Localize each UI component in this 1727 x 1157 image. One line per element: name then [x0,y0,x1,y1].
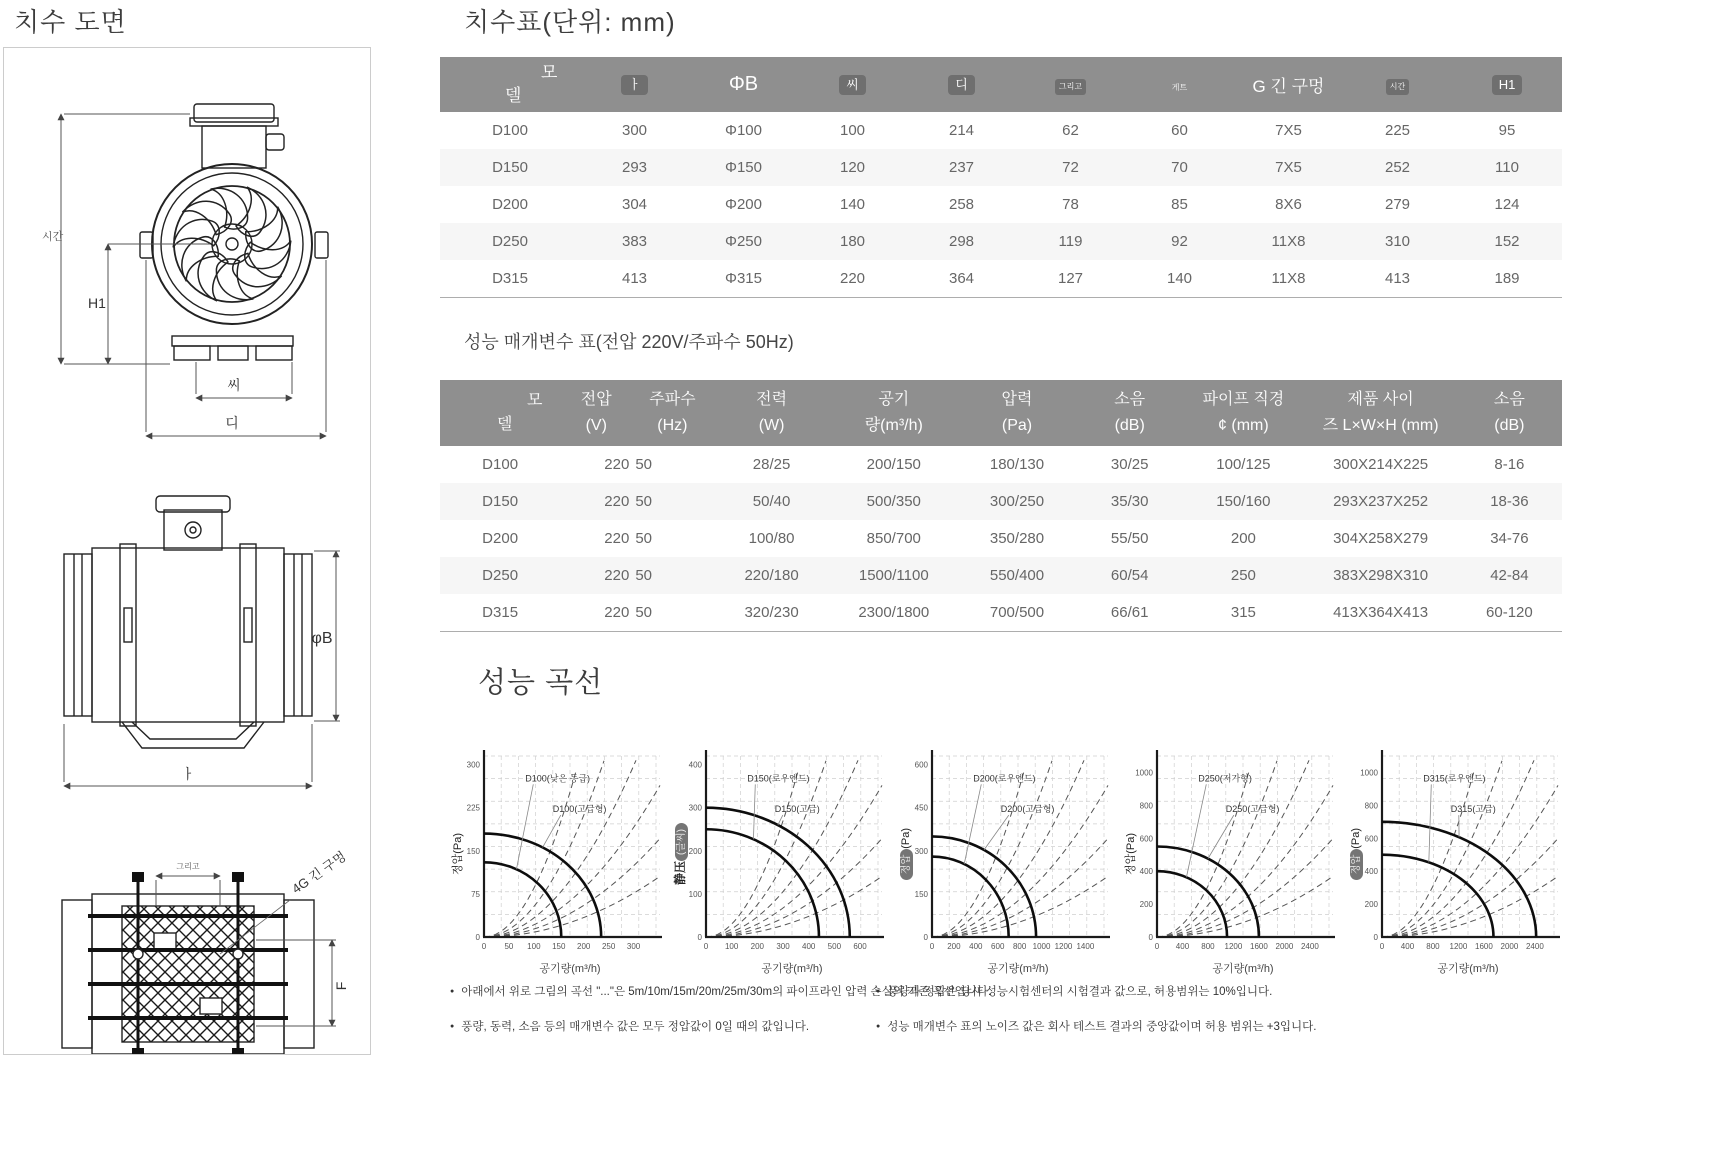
front-dim-h1-label: H1 [88,295,106,311]
dim-table-cell: 279 [1343,186,1452,223]
svg-text:150: 150 [914,889,928,899]
dim-table-cell: 72 [1016,149,1125,186]
perf-table-cell: 300X214X225 [1304,446,1456,483]
perf-table-cell: 35/30 [1077,483,1182,520]
svg-text:0: 0 [703,942,709,951]
svg-text:1600: 1600 [1475,942,1493,951]
svg-text:300: 300 [914,846,928,856]
chart-x-axis-label: 공기량(m³/h) [987,963,1049,975]
dim-table-cell: 100 [798,112,907,149]
dim-table-cell: 85 [1125,186,1234,223]
svg-text:0: 0 [923,933,928,942]
perf-table-row [440,594,1562,632]
dim-table-col-3 [798,57,907,112]
front-dim-height-label: 시간 [42,231,64,243]
perf-table-cell: 1500/1100 [831,557,957,594]
perf-table-cell: 180/130 [957,446,1077,483]
dim-table-cell: D250 [440,223,580,260]
svg-text:200: 200 [1364,900,1378,910]
dim-table-col-badge: ㅏ [621,75,648,95]
perf-table-col-7: 파이프 직경 ¢ (mm) [1182,380,1304,446]
chart-x-axis-label: 공기량(m³/h) [1437,963,1499,975]
svg-text:250: 250 [601,942,616,951]
perf-table-cell: 413X364X413 [1304,594,1456,632]
perf-table-cell: 50 [632,594,712,632]
curve-label: D315(로우엔드) [1423,773,1486,784]
dim-table-row [440,223,1562,260]
perf-table-cell: 200 [1182,520,1304,557]
performance-chart-d250 [1117,742,1337,987]
svg-text:1400: 1400 [1076,942,1095,951]
perf-table-cell: D315 [440,594,560,632]
perf-table-cell: 850/700 [831,520,957,557]
svg-text:0: 0 [1148,933,1153,942]
perf-table-cell: 150/160 [1182,483,1304,520]
svg-text:300: 300 [776,942,790,951]
svg-text:0: 0 [697,933,702,942]
footnote: ● 성능 매개변수 표의 노이즈 값은 회사 테스트 결과의 중앙값이며 허용 범위는 +3입니다. [876,1018,1316,1034]
dim-table-cell: Φ250 [689,223,798,260]
performance-chart-d150 [666,742,886,987]
dim-table-cell: 62 [1016,112,1125,149]
curve-label: D100(고급형) [552,804,607,815]
perf-table-cell: 700/500 [957,594,1077,632]
svg-text:200: 200 [1139,900,1153,910]
dim-table-cell: 120 [798,149,907,186]
perf-table-col-9: 소음 (dB) [1457,380,1562,446]
perf-table-cell: 100/80 [712,520,830,557]
svg-text:200: 200 [688,846,702,856]
dim-table-cell: 8X6 [1234,186,1343,223]
dim-table-cell: 70 [1125,149,1234,186]
curve-label: D200(고급형) [1000,804,1055,815]
dim-table-cell: 298 [907,223,1016,260]
dim-table-row [440,260,1562,298]
svg-text:2000: 2000 [1500,942,1519,951]
perf-table-row [440,520,1562,557]
svg-text:1200: 1200 [1224,942,1243,951]
perf-table-cell: 350/280 [957,520,1077,557]
svg-text:800: 800 [1012,942,1027,951]
perf-table-cell: 50 [632,483,712,520]
svg-text:0: 0 [475,933,480,942]
perf-table-cell: 50/40 [712,483,830,520]
perf-table-cell: D100 [440,446,560,483]
perf-table-cell: 220 [560,594,632,632]
svg-text:600: 600 [1364,834,1378,844]
perf-table-row [440,557,1562,594]
dimension-drawing-title: 치수 도면 [14,7,127,37]
dim-table-cell: 152 [1452,223,1562,260]
performance-chart-d315 [1342,742,1562,987]
svg-text:800: 800 [1364,801,1378,811]
dim-table-cell: 413 [580,260,689,298]
svg-text:1000: 1000 [1032,942,1051,951]
perf-table-cell: 200/150 [831,446,957,483]
side-dim-length-label: ㅏ [181,766,195,782]
dim-table-col-badge: 시간 [1386,79,1409,94]
perf-table-cell: 42-84 [1457,557,1562,594]
dim-table-cell: 140 [1125,260,1234,298]
perf-table-cell: 250 [1182,557,1304,594]
perf-table-cell: 66/61 [1077,594,1182,632]
svg-text:800: 800 [1139,801,1153,811]
dim-table-row [440,149,1562,186]
perf-table-cell: 55/50 [1077,520,1182,557]
svg-text:2400: 2400 [1300,942,1319,951]
perf-table-cell: 315 [1182,594,1304,632]
dim-table-cell: 258 [907,186,1016,223]
dim-table-cell: D150 [440,149,580,186]
dim-table-cell: 127 [1016,260,1125,298]
dim-table-cell: 78 [1016,186,1125,223]
dim-table-cell: 110 [1452,149,1562,186]
performance-chart-d200 [892,742,1112,987]
performance-chart-d100 [444,742,664,987]
svg-text:450: 450 [914,803,928,813]
perf-table-cell: 50 [632,520,712,557]
perf-table-col-4: 공기 량(m³/h) [831,380,957,446]
dim-table-col-4 [907,57,1016,112]
svg-text:225: 225 [466,803,480,813]
perf-table-col-2: 주파수 (Hz) [632,380,712,446]
dim-table-cell: 119 [1016,223,1125,260]
perf-table-col-1: 전압 (V) [560,380,632,446]
svg-text:400: 400 [1175,942,1190,951]
perf-table-cell: 220 [560,557,632,594]
front-view-drawing [140,104,328,360]
perf-table-row [440,483,1562,520]
dim-table-col-badge: H1 [1492,75,1523,95]
dim-table-cell: 252 [1343,149,1452,186]
dim-table-cell: 7X5 [1234,149,1343,186]
dim-table-cell: 225 [1343,112,1452,149]
dim-table-cell: 364 [907,260,1016,298]
perf-table-cell: 34-76 [1457,520,1562,557]
chart-x-axis-label: 공기량(m³/h) [761,963,823,975]
svg-text:300: 300 [626,942,641,951]
svg-text:0: 0 [1373,933,1378,942]
dim-table-cell: 60 [1125,112,1234,149]
perf-table-cell: 2300/1800 [831,594,957,632]
svg-text:75: 75 [471,889,480,899]
top-dim-f-label: F [333,981,349,991]
dim-table-cell: 300 [580,112,689,149]
side-view-drawing [64,496,312,748]
top-dim-slot-label: 4G 긴 구멍 [289,848,349,897]
perf-table-cell: 220 [560,483,632,520]
perf-table-cell: 220 [560,520,632,557]
svg-text:0: 0 [1379,942,1385,951]
dim-table-cell: 124 [1452,186,1562,223]
perf-table-cell: 220/180 [712,557,830,594]
svg-text:200: 200 [750,942,765,951]
dim-table-col-badge: 그리고 [1055,79,1086,94]
dim-table-cell: 140 [798,186,907,223]
dim-table-cell: 11X8 [1234,223,1343,260]
dim-table-cell: 214 [907,112,1016,149]
perf-table-cell: 320/230 [712,594,830,632]
curve-label: D200(로우엔드) [973,773,1036,784]
svg-text:1600: 1600 [1250,942,1268,951]
svg-text:400: 400 [802,942,816,951]
svg-text:200: 200 [577,942,591,951]
perf-table-cell: 300/250 [957,483,1077,520]
front-view-dimensions [61,114,326,436]
dim-table-cell: 413 [1343,260,1452,298]
perf-table-cell: 293X237X252 [1304,483,1456,520]
side-view-dimensions [64,551,340,786]
perf-table-col-0: 모 델 [440,380,560,446]
svg-text:2400: 2400 [1525,942,1544,951]
front-dim-d-label: 디 [225,415,239,431]
svg-text:0: 0 [481,942,487,951]
dim-table-cell: D100 [440,112,580,149]
svg-text:100: 100 [527,942,541,951]
perf-table-cell: 18-36 [1457,483,1562,520]
svg-text:600: 600 [853,942,867,951]
perf-table-cell: 30/25 [1077,446,1182,483]
dim-table-cell: 7X5 [1234,112,1343,149]
perf-table-cell: 304X258X279 [1304,520,1456,557]
dimension-table [440,57,1562,298]
svg-text:200: 200 [947,942,961,951]
dim-table-cell: 220 [798,260,907,298]
svg-text:800: 800 [1426,942,1440,951]
perf-table-col-3: 전력 (W) [712,380,830,446]
technical-drawing [4,48,370,1054]
svg-text:400: 400 [1400,942,1415,951]
dim-table-col-badge: 씨 [839,75,866,95]
dim-table-col-2: ΦB [689,57,798,112]
perf-table-cell: 60/54 [1077,557,1182,594]
top-dim-pitch-label: 그리고 [176,862,200,871]
perf-table-cell: 50 [632,557,712,594]
perf-table-cell: 383X298X310 [1304,557,1456,594]
dim-table-cell: Φ150 [689,149,798,186]
dim-table-cell: Φ200 [689,186,798,223]
dim-table-cell: 180 [798,223,907,260]
dim-table-cell: Φ315 [689,260,798,298]
perf-table-cell: 220 [560,446,632,483]
curve-label: D150(로우엔드) [747,773,810,784]
chart-x-axis-label: 공기량(m³/h) [539,963,601,975]
perf-table-cell: D250 [440,557,560,594]
perf-table-cell: 500/350 [831,483,957,520]
perf-table-cell: D200 [440,520,560,557]
svg-text:400: 400 [688,760,702,770]
perf-table-cell: 28/25 [712,446,830,483]
perf-table-col-5: 압력 (Pa) [957,380,1077,446]
chart-y-axis-label: 정압(Pa) [1347,784,1363,924]
dim-table-col-9 [1452,57,1562,112]
perf-table-cell: 60-120 [1457,594,1562,632]
perf-table-cell: 8-16 [1457,446,1562,483]
svg-text:1000: 1000 [1360,768,1378,778]
dim-table-cell: D200 [440,186,580,223]
perf-table-row [440,446,1562,483]
footnote: ● 풍량, 동력, 소음 등의 매개변수 값은 모두 정압값이 0일 때의 값입니다. [450,1018,809,1034]
dim-table-cell: 92 [1125,223,1234,260]
performance-table [440,380,1562,632]
svg-text:400: 400 [969,942,983,951]
dim-table-col-7: G 긴 구멍 [1234,57,1343,112]
dim-table-cell: D315 [440,260,580,298]
dim-table-col-6: 게트 [1125,57,1234,112]
perf-table-cell: 100/125 [1182,446,1304,483]
svg-text:600: 600 [914,760,928,770]
svg-text:0: 0 [929,942,935,951]
dim-table-col-0: 모 델 [440,57,580,112]
svg-text:100: 100 [688,889,702,899]
curve-label: D250(고급형) [1225,804,1280,815]
dim-table-cell: 189 [1452,260,1562,298]
svg-text:800: 800 [1201,942,1215,951]
svg-text:400: 400 [1139,867,1153,877]
performance-table-title: 성능 매개변수 표(전압 220V/주파수 50Hz) [464,332,794,352]
curve-label: D315(고급) [1450,804,1496,815]
dim-table-cell: 383 [580,223,689,260]
front-dim-c-label: 씨 [227,377,241,393]
dim-table-col-1 [580,57,689,112]
svg-text:150: 150 [552,942,566,951]
chart-y-axis-label: 정압(Pa) [1125,832,1137,876]
dim-table-cell: 293 [580,149,689,186]
perf-table-cell: D150 [440,483,560,520]
svg-text:1200: 1200 [1054,942,1073,951]
chart-y-axis-label: 정압(Pa) [452,832,464,876]
svg-text:600: 600 [1139,834,1153,844]
perf-table-cell: 550/400 [957,557,1077,594]
svg-text:1000: 1000 [1135,768,1153,778]
svg-text:0: 0 [1154,942,1160,951]
svg-text:400: 400 [1364,867,1378,877]
chart-y-axis-label: 静压(글씨) [671,784,687,924]
dim-table-cell: Φ100 [689,112,798,149]
svg-text:500: 500 [827,942,842,951]
perf-table-col-6: 소음 (dB) [1077,380,1182,446]
perf-table-col-8: 제품 사이 즈 L×W×H (mm) [1304,380,1456,446]
dimension-table-title: 치수표(단위: mm) [464,7,676,37]
svg-text:300: 300 [466,760,480,770]
svg-text:600: 600 [991,942,1005,951]
curve-label: D250(저가형) [1198,773,1252,784]
curve-label: D150(고급) [774,804,820,815]
side-dim-diameter-label: φB [311,630,333,647]
dimension-drawing-panel [3,47,371,1055]
dim-table-cell: 11X8 [1234,260,1343,298]
dim-table-col-5 [1016,57,1125,112]
dim-table-col-8 [1343,57,1452,112]
chart-x-axis-label: 공기량(m³/h) [1212,963,1274,975]
dim-table-cell: 304 [580,186,689,223]
svg-text:100: 100 [724,942,739,951]
dim-table-col-badge: 디 [948,75,975,95]
svg-text:150: 150 [466,846,480,856]
perf-table-cell: 50 [632,446,712,483]
svg-text:50: 50 [504,942,514,951]
dim-table-cell: 310 [1343,223,1452,260]
dim-table-row [440,112,1562,149]
dim-table-cell: 237 [907,149,1016,186]
footnote: ● 풍량과 정압은 당사 성능시험센터의 시험결과 값으로, 허용범위는 10%입니다. [876,983,1272,999]
svg-text:1200: 1200 [1449,942,1468,951]
curve-label: D100(낮은 등급) [525,773,591,784]
dim-table-row [440,186,1562,223]
chart-y-axis-label: 정압(Pa) [897,784,913,924]
performance-curves-title: 성능 곡선 [478,667,604,699]
dim-table-cell: 95 [1452,112,1562,149]
svg-text:300: 300 [688,803,702,813]
top-view-drawing [62,872,314,1054]
footnote: ● 아래에서 위로 그림의 곡선 "..."은 5m/10m/15m/20m/25m/30m의 파이프라인 압력 손실의 기존 곡선입니다. [450,983,991,999]
svg-text:2000: 2000 [1275,942,1294,951]
